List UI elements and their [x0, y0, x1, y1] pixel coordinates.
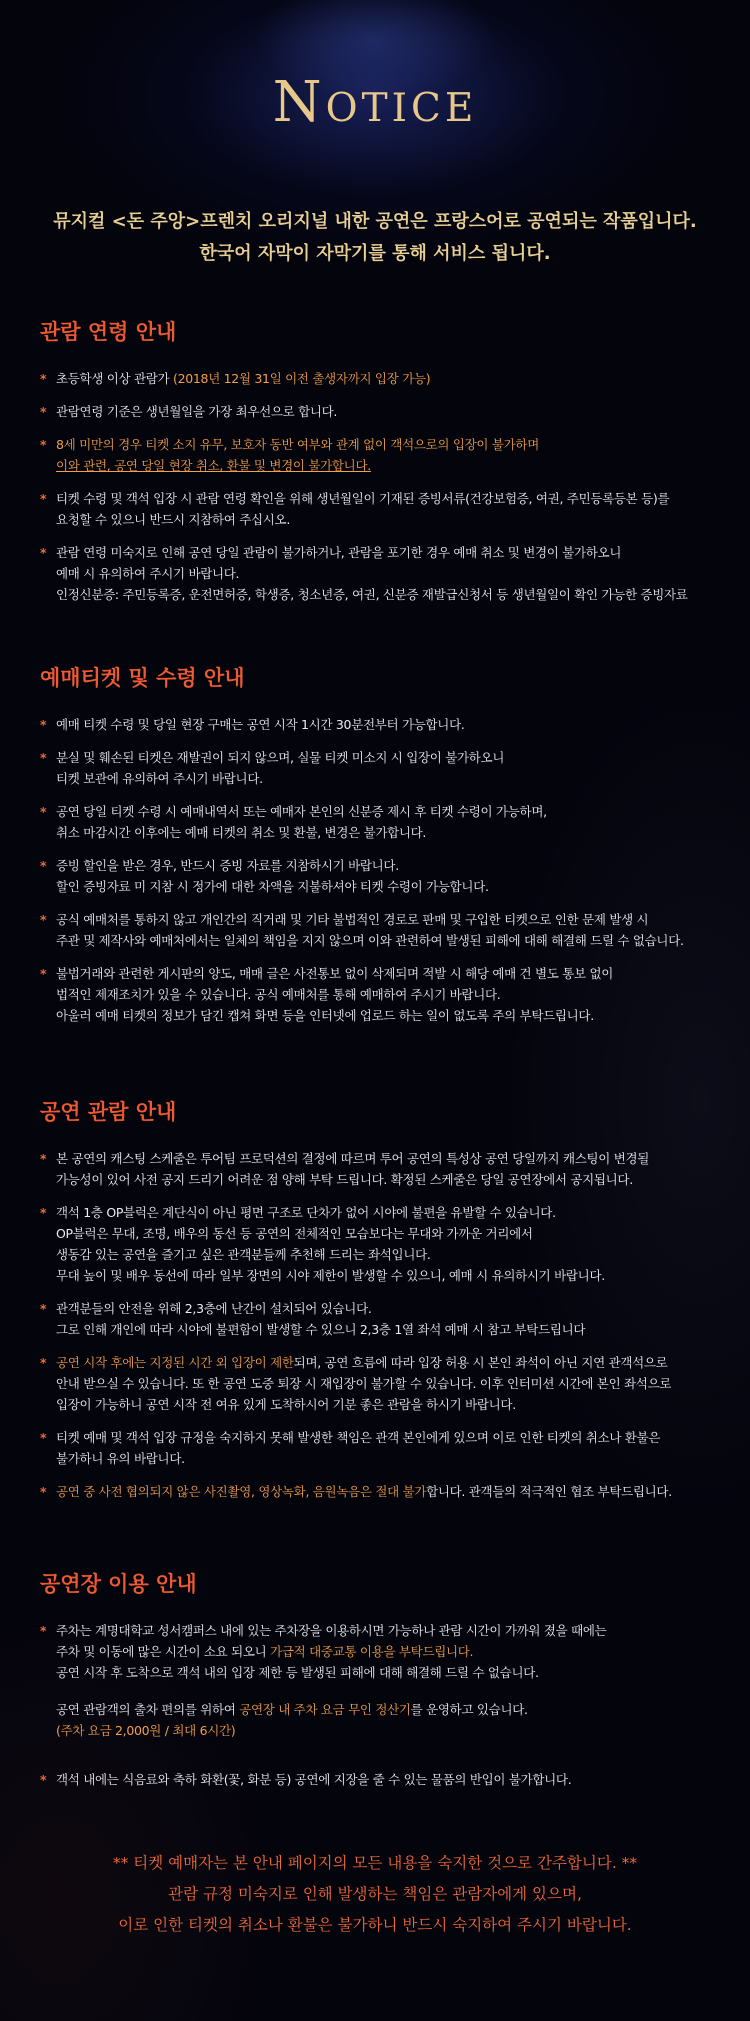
- list-item: * 티켓 수령 및 객석 입장 시 관람 연령 확인을 위해 생년월일이 기재된 증빙서류(건강보험증, 여권, 주민등록등본 등)를 요청할 수 있으니 반드시 지참하여 주십시오.: [40, 488, 720, 530]
- list-item: * 공연 중 사전 협의되지 않은 사진촬영, 영상녹화, 음원녹음은 절대 불가합니다. 관객들의 적극적인 협조 부탁드립니다.: [40, 1481, 720, 1502]
- list-item: * 분실 및 훼손된 티켓은 재발권이 되지 않으며, 실물 티켓 미소지 시 입장이 불가하오니 티켓 보관에 유의하여 주시기 바랍니다.: [40, 747, 720, 789]
- bullet-star: *: [40, 1151, 47, 1166]
- bullet-star: *: [40, 750, 47, 765]
- bullet-star: *: [40, 1205, 47, 1220]
- bullet-star: *: [40, 404, 47, 419]
- list-item: * 초등학생 이상 관람가 (2018년 12월 31일 이전 출생자까지 입장 가능): [40, 368, 720, 389]
- list-item: * 불법거래와 관련한 게시판의 양도, 매매 글은 사전통보 없이 삭제되며 적발 시 해당 예매 건 별도 통보 없이 법적인 제재조치가 있을 수 있습니다. 공식 예매처를 통해 예매하여 주시기 바랍니다. 아울러 예매 티켓의 정보가 담긴 캡쳐 화면 등을 인터넷에 업로드 하는 일이 없도록 주의 부탁드립니다.: [40, 963, 720, 1026]
- section-heading: 관람 연령 안내: [40, 320, 177, 344]
- bullet-star: *: [40, 966, 47, 981]
- bullet-star: *: [40, 858, 47, 873]
- footer-notice: [0, 1848, 750, 1941]
- list-item: * 객석 1층 OP블럭은 계단식이 아닌 평면 구조로 단차가 없어 시야에 불편을 유발할 수 있습니다. OP블럭은 무대, 조명, 배우의 동선 등 공연의 전체적인 모습보다는 무대와 가까운 거리에서 생동감 있는 공연을 즐기고 싶은 관객분들께 추천해 드리는 좌석입니다. 무대 높이 및 배우 동선에 따라 일부 장면의 시야 제한이 발생할 수 있으니, 예매 시 유의하시기 바랍니다.: [40, 1202, 720, 1286]
- bullet-star: *: [40, 545, 47, 560]
- list-item: * 티켓 예매 및 객석 입장 규정을 숙지하지 못해 발생한 책임은 관객 본인에게 있으며 이로 인한 티켓의 취소나 환불은 불가하니 유의 바랍니다.: [40, 1427, 720, 1469]
- page-title: Notice: [272, 70, 478, 135]
- bullet-star: *: [40, 1484, 47, 1499]
- section-heading: 공연 관람 안내: [40, 1100, 177, 1124]
- bullet-star: *: [40, 1430, 47, 1445]
- section-age: [40, 316, 720, 617]
- bullet-star: *: [40, 804, 47, 819]
- bullet-star: *: [40, 437, 47, 452]
- section-venue: [40, 1568, 720, 1802]
- section-heading: 공연장 이용 안내: [40, 1572, 197, 1596]
- section-ticket: [40, 662, 720, 1038]
- footer-line: 관람 규정 미숙지로 인해 발생하는 책임은 관람자에게 있으며,: [168, 1885, 582, 1903]
- intro-line: 뮤지컬 <돈 주앙>프렌치 오리지널 내한 공연은 프랑스어로 공연되는 작품입니다.: [53, 211, 697, 232]
- list-item: * 공식 예매처를 통하지 않고 개인간의 직거래 및 기타 불법적인 경로로 판매 및 구입한 티켓으로 인한 문제 발생 시 주관 및 제작사와 예매처에서는 일체의 책임을 지지 않으며 이와 관련하여 발생된 피해에 대해 해결해 드릴 수 없습니다.: [40, 909, 720, 951]
- bullet-star: *: [40, 1623, 47, 1638]
- list-item: * 공연 당일 티켓 수령 시 예매내역서 또는 예매자 본인의 신분증 제시 후 티켓 수령이 가능하며, 취소 마감시간 이후에는 예매 티켓의 취소 및 환불, 변경은 불가합니다.: [40, 801, 720, 843]
- list-item: * 증빙 할인을 받은 경우, 반드시 증빙 자료를 지참하시기 바랍니다. 할인 증빙자료 미 지참 시 정가에 대한 차액을 지불하셔야 티켓 수령이 가능합니다.: [40, 855, 720, 897]
- bullet-star: *: [40, 1772, 47, 1787]
- list-item: * 관객분들의 안전을 위해 2,3층에 난간이 설치되어 있습니다. 그로 인해 개인에 따라 시야에 불편함이 발생할 수 있으니 2,3층 1열 좌석 예매 시 참고 부탁드립니다: [40, 1298, 720, 1340]
- bullet-star: *: [40, 1301, 47, 1316]
- list-item: * 주차는 계명대학교 성서캠퍼스 내에 있는 주차장을 이용하시면 가능하나 관람 시간이 가까워 졌을 때에는 주차 및 이동에 많은 시간이 소요 되오니 가급적 대중교통 이용을 부탁드립니다. 공연 시작 후 도착으로 객석 내의 입장 제한 등 발생된 피해에 대해 해결해 드릴 수 없습니다. 공연 관람객의 출차 편의를 위하여 공연장 내 주차 요금 무인 정산기를 운영하고 있습니다. (주차 요금 2,000원 / 최대 6시간): [40, 1620, 720, 1741]
- footer-line: ** 티켓 예매자는 본 안내 페이지의 모든 내용을 숙지한 것으로 간주합니다. **: [112, 1854, 638, 1872]
- bullet-star: *: [40, 717, 47, 732]
- list-item: * 관람 연령 미숙지로 인해 공연 당일 관람이 불가하거나, 관람을 포기한 경우 예매 취소 및 변경이 불가하오니 예매 시 유의하여 주시기 바랍니다. 인정신분증: 주민등록증, 운전면허증, 학생증, 청소년증, 여권, 신분증 재발급신청서 등 생년월일이 확인 가능한 증빙자료: [40, 542, 720, 605]
- bullet-star: *: [40, 371, 47, 386]
- list-item: * 8세 미만의 경우 티켓 소지 유무, 보호자 동반 여부와 관계 없이 객석으로의 입장이 불가하며 이와 관련, 공연 당일 현장 취소, 환불 및 변경이 불가합니다.: [40, 434, 720, 476]
- intro-text: [0, 206, 750, 270]
- bullet-star: *: [40, 491, 47, 506]
- bullet-star: *: [40, 1355, 47, 1370]
- section-viewing: [40, 1096, 720, 1514]
- list-item: * 본 공연의 캐스팅 스케줄은 투어팀 프로덕션의 결정에 따르며 투어 공연의 특성상 공연 당일까지 캐스팅이 변경될 가능성이 있어 사전 공지 드리기 어려운 점 양해 부탁 드립니다. 확정된 스케줄은 당일 공연장에서 공지됩니다.: [40, 1148, 720, 1190]
- list-item: * 관람연령 기준은 생년월일을 가장 최우선으로 합니다.: [40, 401, 720, 422]
- intro-line: 한국어 자막이 자막기를 통해 서비스 됩니다.: [199, 243, 551, 264]
- bullet-star: *: [40, 912, 47, 927]
- list-item: * 객석 내에는 식음료와 축하 화환(꽃, 화분 등) 공연에 지장을 줄 수 있는 물품의 반입이 불가합니다.: [40, 1769, 720, 1790]
- footer-line: 이로 인한 티켓의 취소나 환불은 불가하니 반드시 숙지하여 주시기 바랍니다.: [118, 1916, 632, 1934]
- list-item: * 예매 티켓 수령 및 당일 현장 구매는 공연 시작 1시간 30분전부터 가능합니다.: [40, 714, 720, 735]
- list-item: * 공연 시작 후에는 지정된 시간 외 입장이 제한되며, 공연 흐름에 따라 입장 허용 시 본인 좌석이 아닌 지연 관객석으로 안내 받으실 수 있습니다. 또 한 공연 도중 퇴장 시 재입장이 불가할 수 있습니다. 이후 인터미션 시간에 본인 좌석으로 입장이 가능하니 공연 시작 전 여유 있게 도착하시어 기분 좋은 관람을 하시기 바랍니다.: [40, 1352, 720, 1415]
- section-heading: 예매티켓 및 수령 안내: [40, 666, 245, 690]
